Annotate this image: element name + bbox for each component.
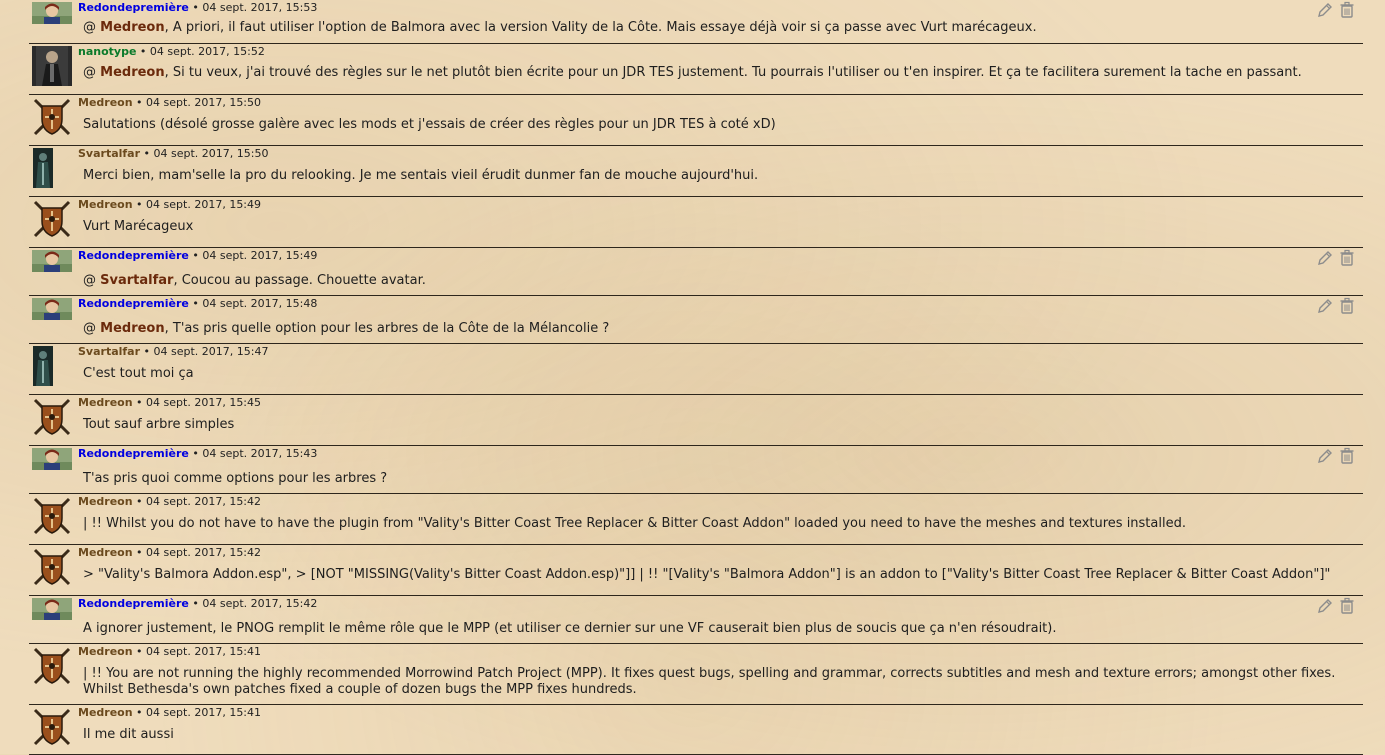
message-author[interactable]: Redondepremière [78,447,189,460]
message-author[interactable]: Medreon [78,645,133,658]
trash-icon[interactable] [1339,597,1355,615]
message-text [83,168,758,184]
message-meta [78,147,268,160]
chat-message [29,296,1363,344]
meta-separator: • [132,546,147,559]
pencil-icon[interactable] [1317,447,1333,465]
message-text [83,366,194,382]
message-author[interactable]: Svartalfar [78,147,141,160]
message-tools [1317,249,1357,267]
meta-separator: • [188,597,203,610]
message-timestamp: 04 sept. 2017, 15:42 [146,546,262,559]
medreon-avatar[interactable] [32,97,72,137]
mention-username[interactable]: Medreon [100,321,165,336]
meta-separator: • [132,706,147,719]
pencil-icon[interactable] [1317,297,1333,315]
svartalfar-avatar[interactable] [33,346,53,386]
message-text [83,273,426,289]
pencil-icon[interactable] [1317,249,1333,267]
message-text [83,516,1186,532]
svartalfar-avatar[interactable] [33,148,53,188]
message-timestamp: 04 sept. 2017, 15:53 [202,1,318,14]
trash-icon[interactable] [1339,249,1355,267]
redonde-avatar[interactable] [32,250,72,272]
message-text [83,117,776,133]
message-author[interactable]: Svartalfar [78,345,141,358]
message-author[interactable]: Medreon [78,546,133,559]
trash-icon[interactable] [1339,447,1355,465]
message-body: > "Vality's Balmora Addon.esp", > [NOT "MISSING(Vality's Bitter Coast Addon.esp)"]] | !! "[Vality's "Balmora Addon"] is an addon to ["Vality's Bitter Coast Tree Replacer & Bitter Coast Addon"]" [83,567,1331,582]
message-author[interactable]: Redondepremière [78,1,189,14]
message-author[interactable]: Medreon [78,198,133,211]
message-text [83,471,387,487]
message-tools [1317,597,1357,615]
medreon-avatar[interactable] [32,707,72,747]
message-body: Tout sauf arbre simples [83,417,235,432]
message-tools [1317,297,1357,315]
message-text [83,621,1056,637]
message-author[interactable]: Medreon [78,495,133,508]
meta-separator: • [132,198,147,211]
message-timestamp: 04 sept. 2017, 15:41 [146,706,262,719]
message-meta [78,345,268,358]
chat-message [29,705,1363,755]
mention-username[interactable]: Medreon [100,65,165,80]
mention-username[interactable]: Svartalfar [100,273,174,288]
chat-message-list [29,0,1363,755]
message-meta [78,495,261,508]
message-body: T'as pris quoi comme options pour les arbres ? [83,471,388,486]
message-timestamp: 04 sept. 2017, 15:45 [146,396,262,409]
message-body: , Si tu veux, j'ai trouvé des règles sur le net plutôt bien écrite pour un JDR TES justement. Tu pourrais l'utiliser ou t'en inspirer. Et ça te facilitera surement la tache en passant. [164,65,1302,80]
message-timestamp: 04 sept. 2017, 15:48 [202,297,318,310]
message-body: Salutations (désolé grosse galère avec les mods et j'essais de créer des règles pour un JDR TES à coté xD) [83,117,776,132]
message-author[interactable]: Redondepremière [78,297,189,310]
pencil-icon[interactable] [1317,597,1333,615]
meta-separator: • [132,495,147,508]
chat-message [29,446,1363,494]
message-body: A ignorer justement, le PNOG remplit le même rôle que le MPP (et utiliser ce dernier sur une VF causerait bien plus de soucis que ça n'en résoudrait). [83,621,1057,636]
message-timestamp: 04 sept. 2017, 15:50 [153,147,269,160]
message-meta [78,645,261,658]
meta-separator: • [140,147,154,160]
message-author[interactable]: Medreon [78,96,133,109]
chat-message [29,395,1363,446]
mention-prefix: @ [83,65,101,80]
message-meta [78,1,317,14]
message-meta [78,597,317,610]
message-text [83,20,1037,36]
message-body: Vurt Marécageux [83,219,194,234]
message-meta [78,45,265,58]
message-meta [78,249,317,262]
message-text [83,219,193,235]
meta-separator: • [132,96,147,109]
message-tools [1317,447,1357,465]
chat-message [29,494,1363,545]
message-author[interactable]: Redondepremière [78,249,189,262]
mention-prefix: @ [83,321,101,336]
redonde-avatar[interactable] [32,2,72,24]
trash-icon[interactable] [1339,297,1355,315]
message-text [83,417,234,433]
mention-username[interactable]: Medreon [100,20,165,35]
chat-message [29,248,1363,296]
message-meta [78,546,261,559]
message-timestamp: 04 sept. 2017, 15:52 [149,45,265,58]
message-body: , T'as pris quelle option pour les arbres de la Côte de la Mélancolie ? [164,321,610,336]
message-tools [1317,1,1357,19]
message-meta [78,706,261,719]
message-body: | !! Whilst you do not have to have the plugin from "Vality's Bitter Coast Tree Replacer & Bitter Coast Addon" loaded you need to have the meshes and textures installed. [83,516,1186,531]
medreon-avatar[interactable] [32,646,72,686]
message-timestamp: 04 sept. 2017, 15:41 [146,645,262,658]
pencil-icon[interactable] [1317,1,1333,19]
medreon-avatar[interactable] [32,496,72,536]
message-text [83,727,174,743]
chat-message [29,596,1363,644]
message-timestamp: 04 sept. 2017, 15:49 [146,198,262,211]
message-author[interactable]: Medreon [78,706,133,719]
message-author[interactable]: nanotype [78,45,137,58]
redonde-avatar[interactable] [32,448,72,470]
chat-message [29,0,1363,44]
meta-separator: • [188,1,203,14]
message-meta [78,96,261,109]
nanotype-avatar[interactable] [32,46,72,86]
message-body: Il me dit aussi [83,727,174,742]
chat-message [29,545,1363,596]
meta-separator: • [188,447,203,460]
meta-separator: • [132,396,147,409]
message-text [83,65,1302,81]
chat-message [29,344,1363,395]
meta-separator: • [132,645,147,658]
message-text [83,321,609,337]
chat-message [29,95,1363,146]
medreon-avatar[interactable] [32,547,72,587]
trash-icon[interactable] [1339,1,1355,19]
redonde-avatar[interactable] [32,298,72,320]
chat-message [29,644,1363,705]
chat-message [29,146,1363,197]
meta-separator: • [136,45,150,58]
meta-separator: • [140,345,154,358]
message-text [83,666,1353,698]
message-timestamp: 04 sept. 2017, 15:42 [146,495,262,508]
message-timestamp: 04 sept. 2017, 15:43 [202,447,318,460]
message-meta [78,297,317,310]
mention-prefix: @ [83,273,101,288]
message-text [83,567,1330,583]
meta-separator: • [188,249,203,262]
message-timestamp: 04 sept. 2017, 15:49 [202,249,318,262]
message-author[interactable]: Redondepremière [78,597,189,610]
message-body: , A priori, il faut utiliser l'option de Balmora avec la version Vality de la Côte. Mais essaye déjà voir si ça passe avec Vurt marécageux. [164,20,1037,35]
message-timestamp: 04 sept. 2017, 15:42 [202,597,318,610]
message-timestamp: 04 sept. 2017, 15:47 [153,345,269,358]
mention-prefix: @ [83,20,101,35]
message-timestamp: 04 sept. 2017, 15:50 [146,96,262,109]
message-author[interactable]: Medreon [78,396,133,409]
message-body: Merci bien, mam'selle la pro du relooking. Je me sentais vieil érudit dunmer fan de mouche aujourd'hui. [83,168,759,183]
chat-message [29,197,1363,248]
message-meta [78,198,261,211]
redonde-avatar[interactable] [32,598,72,620]
message-meta [78,396,261,409]
meta-separator: • [188,297,203,310]
message-body: , Coucou au passage. Chouette avatar. [173,273,426,288]
medreon-avatar[interactable] [32,199,72,239]
medreon-avatar[interactable] [32,397,72,437]
message-meta [78,447,317,460]
chat-message [29,44,1363,95]
message-body: C'est tout moi ça [83,366,194,381]
message-body: | !! You are not running the highly recommended Morrowind Patch Project (MPP). It fixes quest bugs, spelling and grammar, corrects subtitles and mesh and texture errors; amongst other fixes. Whilst Bethesda's own patches fixed a couple of dozen bugs the MPP fixes hundreds. [83,666,1336,697]
